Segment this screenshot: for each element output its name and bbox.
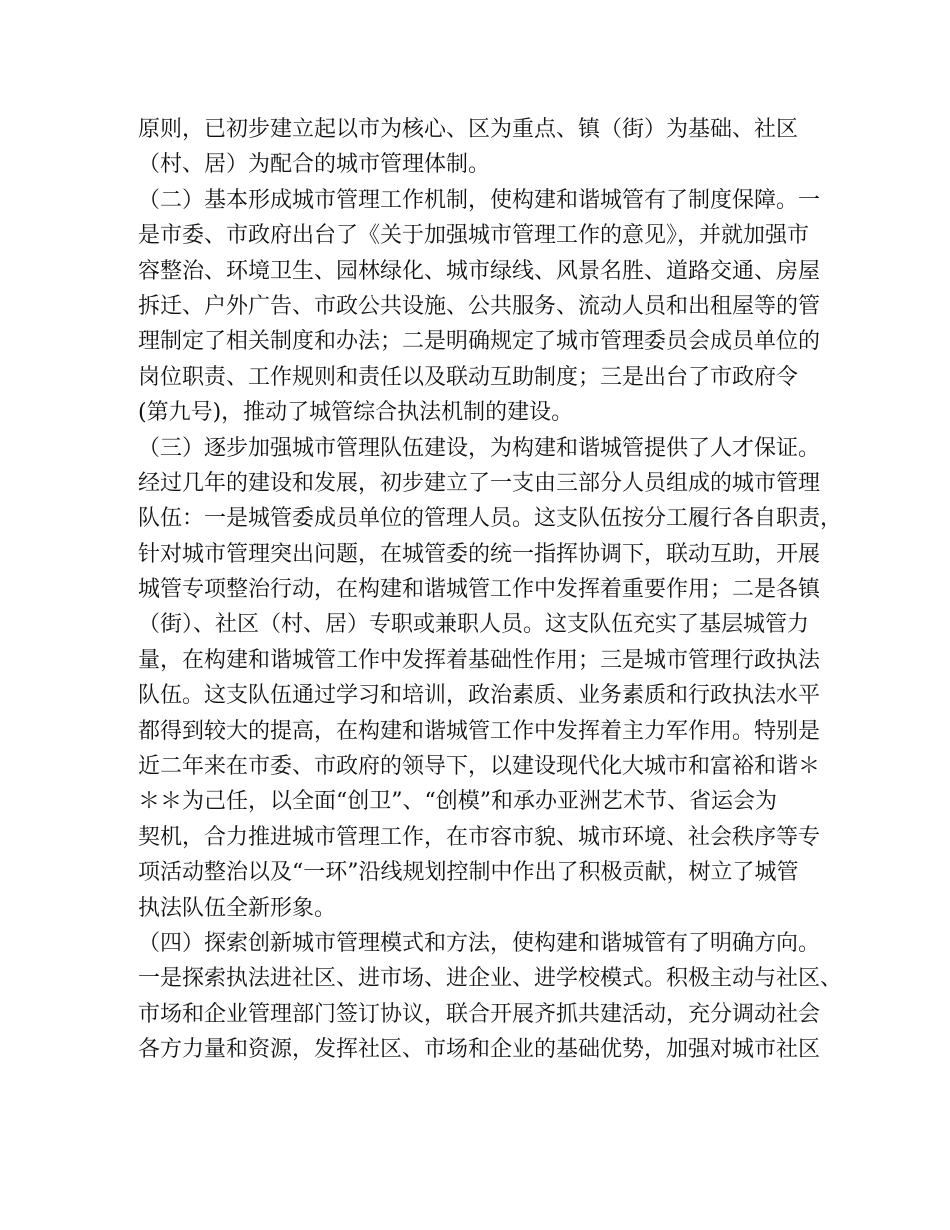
text-line: 城管专项整治行动，在构建和谐城管工作中发挥着重要作用；二是各镇 (138, 577, 821, 603)
text-line: 量，在构建和谐城管工作中发挥着基础性作用；三是城市管理行政执法 (138, 647, 821, 673)
body-text (138, 112, 843, 1068)
text-line: 针对城市管理突出问题，在城管委的统一指挥协调下，联动互助，开展 (138, 541, 821, 567)
text-line: 契机，合力推进城市管理工作，在市容市貌、城市环境、社会秩序等专 (138, 824, 821, 850)
text-line: 队伍。这支队伍通过学习和培训，政治素质、业务素质和行政执法水平 (138, 683, 821, 709)
text-line: （三）逐步加强城市管理队伍建设，为构建和谐城管提供了人才保证。 (138, 435, 821, 461)
text-line: 原则，已初步建立起以市为核心、区为重点、镇（街）为基础、社区 (138, 117, 799, 142)
text-line: （四）探索创新城市管理模式和方法，使构建和谐城管有了明确方向。 (138, 930, 821, 956)
text-line: （街）、社区（村、居）专职或兼职人员。这支队伍充实了基层城管力 (138, 612, 810, 638)
text-line: 经过几年的建设和发展，初步建立了一支由三部分人员组成的城市管理 (138, 470, 821, 496)
text-line: 执法队伍全新形象。 (138, 895, 337, 921)
text-line: 容整治、环境卫生、园林绿化、城市绿线、风景名胜、道路交通、房屋 (138, 258, 821, 284)
text-line: 是市委、市政府出台了《关于加强城市管理工作的意见》，并就加强市 (138, 223, 810, 249)
text-line: (第九号)，推动了城管综合执法机制的建设。 (138, 400, 574, 426)
text-line: 项活动整治以及“一环”沿线规划控制中作出了积极贡献，树立了城管 (138, 860, 799, 886)
text-line: ＊＊为己任，以全面“创卫”、“创模”和承办亚洲艺术节、省运会为 (138, 789, 777, 815)
text-line: 市场和企业管理部门签订协议，联合开展齐抓共建活动，充分调动社会 (138, 1001, 821, 1027)
text-line: 拆迁、户外广告、市政公共设施、公共服务、流动人员和出租屋等的管 (138, 293, 821, 319)
text-line: 队伍：一是城管委成员单位的管理人员。这支队伍按分工履行各自职责， (138, 506, 843, 532)
text-line: 岗位职责、工作规则和责任以及联动互助制度；三是出台了市政府令 (138, 364, 799, 390)
text-line: 都得到较大的提高，在构建和谐城管工作中发挥着主力军作用。特别是 (138, 718, 821, 744)
text-line: （村、居）为配合的城市管理体制。 (138, 152, 491, 178)
text-line: 一是探索执法进社区、进市场、进企业、进学校模式。积极主动与社区、 (138, 966, 843, 992)
text-line: 近二年来在市委、市政府的领导下，以建设现代化大城市和富裕和谐＊ (138, 754, 821, 780)
text-line: 各方力量和资源，发挥社区、市场和企业的基础优势，加强对城市社区 (138, 1037, 821, 1063)
text-line: 理制定了相关制度和办法；二是明确规定了城市管理委员会成员单位的 (138, 329, 821, 355)
text-line: （二）基本形成城市管理工作机制，使构建和谐城管有了制度保障。一 (138, 187, 821, 213)
